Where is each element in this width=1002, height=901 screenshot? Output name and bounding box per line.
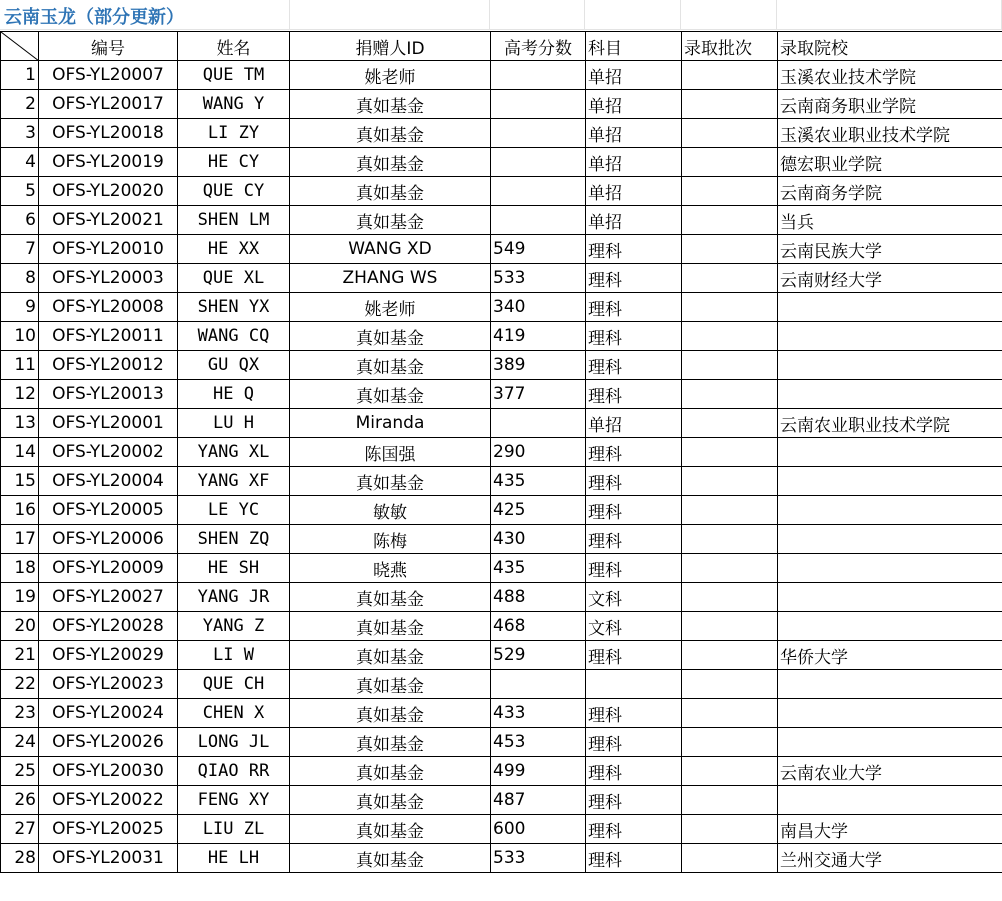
subject-cell[interactable]: 理科 bbox=[586, 641, 682, 670]
donor-cell[interactable]: 真如基金 bbox=[290, 177, 491, 206]
donor-cell[interactable]: 真如基金 bbox=[290, 641, 491, 670]
school-cell[interactable]: 云南商务职业学院 bbox=[778, 90, 1002, 119]
name-cell[interactable]: HE XX bbox=[178, 235, 290, 264]
school-cell[interactable] bbox=[778, 322, 1002, 351]
table-row bbox=[1, 815, 1002, 844]
score-cell[interactable] bbox=[491, 206, 586, 235]
donor-cell[interactable]: 真如基金 bbox=[290, 815, 491, 844]
code-cell[interactable]: OFS-YL20005 bbox=[39, 496, 178, 525]
school-cell[interactable]: 当兵 bbox=[778, 206, 1002, 235]
school-cell[interactable]: 玉溪农业技术学院 bbox=[778, 61, 1002, 90]
school-cell[interactable] bbox=[778, 293, 1002, 322]
title-cell[interactable] bbox=[0, 0, 290, 30]
code-cell[interactable]: OFS-YL20029 bbox=[39, 641, 178, 670]
batch-cell[interactable] bbox=[682, 641, 778, 670]
name-cell[interactable]: QUE CH bbox=[178, 670, 290, 699]
score-cell[interactable]: 529 bbox=[491, 641, 586, 670]
donor-cell[interactable]: 真如基金 bbox=[290, 148, 491, 177]
school-cell[interactable]: 德宏职业学院 bbox=[778, 148, 1002, 177]
table-row bbox=[1, 641, 1002, 670]
subject-cell[interactable]: 单招 bbox=[586, 177, 682, 206]
batch-cell[interactable] bbox=[682, 496, 778, 525]
table-row bbox=[1, 467, 1002, 496]
subject-cell[interactable]: 理科 bbox=[586, 554, 682, 583]
donor-cell[interactable]: 真如基金 bbox=[290, 467, 491, 496]
score-cell[interactable]: 600 bbox=[491, 815, 586, 844]
header-name[interactable]: 姓名 bbox=[178, 32, 290, 61]
donor-cell[interactable]: 晓燕 bbox=[290, 554, 491, 583]
donor-cell[interactable]: 陈国强 bbox=[290, 438, 491, 467]
table-row bbox=[1, 438, 1002, 467]
code-cell[interactable]: OFS-YL20013 bbox=[39, 380, 178, 409]
row-index[interactable]: 5 bbox=[1, 177, 39, 206]
code-cell[interactable]: OFS-YL20001 bbox=[39, 409, 178, 438]
table-row bbox=[1, 699, 1002, 728]
donor-cell[interactable]: 真如基金 bbox=[290, 670, 491, 699]
score-cell[interactable]: 549 bbox=[491, 235, 586, 264]
table-row bbox=[1, 90, 1002, 119]
table-row bbox=[1, 409, 1002, 438]
school-cell[interactable]: 云南财经大学 bbox=[778, 264, 1002, 293]
batch-cell[interactable] bbox=[682, 409, 778, 438]
school-cell[interactable]: 华侨大学 bbox=[778, 641, 1002, 670]
donor-cell[interactable]: 真如基金 bbox=[290, 583, 491, 612]
code-cell[interactable]: OFS-YL20019 bbox=[39, 148, 178, 177]
subject-cell[interactable]: 单招 bbox=[586, 119, 682, 148]
score-cell[interactable] bbox=[491, 119, 586, 148]
score-cell[interactable]: 377 bbox=[491, 380, 586, 409]
title-row bbox=[0, 0, 1002, 31]
empty-cell[interactable] bbox=[585, 0, 681, 30]
subject-cell[interactable]: 理科 bbox=[586, 380, 682, 409]
code-cell[interactable]: OFS-YL20017 bbox=[39, 90, 178, 119]
score-cell[interactable]: 488 bbox=[491, 583, 586, 612]
code-cell[interactable]: OFS-YL20007 bbox=[39, 61, 178, 90]
subject-cell[interactable]: 理科 bbox=[586, 351, 682, 380]
score-cell[interactable] bbox=[491, 177, 586, 206]
name-cell[interactable]: LI ZY bbox=[178, 119, 290, 148]
score-cell[interactable] bbox=[491, 148, 586, 177]
donor-cell[interactable]: 真如基金 bbox=[290, 90, 491, 119]
name-cell[interactable]: HE Q bbox=[178, 380, 290, 409]
school-cell[interactable] bbox=[778, 554, 1002, 583]
name-cell[interactable]: LONG JL bbox=[178, 728, 290, 757]
batch-cell[interactable] bbox=[682, 148, 778, 177]
code-cell[interactable]: OFS-YL20003 bbox=[39, 264, 178, 293]
donor-cell[interactable]: 真如基金 bbox=[290, 322, 491, 351]
batch-cell[interactable] bbox=[682, 380, 778, 409]
row-index[interactable]: 8 bbox=[1, 264, 39, 293]
row-index[interactable]: 11 bbox=[1, 351, 39, 380]
name-cell[interactable]: YANG XL bbox=[178, 438, 290, 467]
batch-cell[interactable] bbox=[682, 322, 778, 351]
header-row bbox=[1, 32, 1002, 61]
school-cell[interactable] bbox=[778, 525, 1002, 554]
table-row bbox=[1, 148, 1002, 177]
row-index[interactable]: 12 bbox=[1, 380, 39, 409]
name-cell[interactable]: QUE CY bbox=[178, 177, 290, 206]
table-row bbox=[1, 351, 1002, 380]
name-cell[interactable]: YANG XF bbox=[178, 467, 290, 496]
donor-cell[interactable]: 真如基金 bbox=[290, 728, 491, 757]
donor-cell[interactable]: 姚老师 bbox=[290, 61, 491, 90]
code-cell[interactable]: OFS-YL20023 bbox=[39, 670, 178, 699]
row-index[interactable]: 6 bbox=[1, 206, 39, 235]
donor-cell[interactable]: 真如基金 bbox=[290, 699, 491, 728]
table-row bbox=[1, 583, 1002, 612]
name-cell[interactable]: HE CY bbox=[178, 148, 290, 177]
name-cell[interactable]: CHEN X bbox=[178, 699, 290, 728]
school-cell[interactable] bbox=[778, 496, 1002, 525]
row-index[interactable]: 2 bbox=[1, 90, 39, 119]
score-cell[interactable]: 435 bbox=[491, 554, 586, 583]
name-cell[interactable]: FENG XY bbox=[178, 786, 290, 815]
donor-cell[interactable]: 真如基金 bbox=[290, 119, 491, 148]
empty-cell[interactable] bbox=[777, 0, 1002, 30]
subject-cell[interactable]: 理科 bbox=[586, 467, 682, 496]
school-cell[interactable] bbox=[778, 786, 1002, 815]
code-cell[interactable]: OFS-YL20024 bbox=[39, 699, 178, 728]
donor-cell[interactable]: 真如基金 bbox=[290, 757, 491, 786]
table-row bbox=[1, 525, 1002, 554]
score-cell[interactable]: 425 bbox=[491, 496, 586, 525]
batch-cell[interactable] bbox=[682, 177, 778, 206]
name-cell[interactable]: QUE TM bbox=[178, 61, 290, 90]
score-cell[interactable]: 433 bbox=[491, 699, 586, 728]
row-index[interactable]: 22 bbox=[1, 670, 39, 699]
code-cell[interactable]: OFS-YL20026 bbox=[39, 728, 178, 757]
donor-cell[interactable]: 真如基金 bbox=[290, 206, 491, 235]
corner-cell[interactable] bbox=[1, 32, 39, 61]
name-cell[interactable]: SHEN LM bbox=[178, 206, 290, 235]
subject-cell[interactable]: 理科 bbox=[586, 235, 682, 264]
batch-cell[interactable] bbox=[682, 583, 778, 612]
name-cell[interactable]: YANG Z bbox=[178, 612, 290, 641]
subject-cell[interactable]: 理科 bbox=[586, 699, 682, 728]
header-code[interactable]: 编号 bbox=[39, 32, 178, 61]
school-cell[interactable]: 兰州交通大学 bbox=[778, 844, 1002, 873]
name-cell[interactable]: LIU ZL bbox=[178, 815, 290, 844]
empty-cell[interactable] bbox=[490, 0, 585, 30]
code-cell[interactable]: OFS-YL20002 bbox=[39, 438, 178, 467]
score-cell[interactable]: 430 bbox=[491, 525, 586, 554]
subject-cell[interactable]: 单招 bbox=[586, 206, 682, 235]
name-cell[interactable]: WANG CQ bbox=[178, 322, 290, 351]
score-cell[interactable]: 453 bbox=[491, 728, 586, 757]
donor-cell[interactable]: 真如基金 bbox=[290, 612, 491, 641]
row-index[interactable]: 24 bbox=[1, 728, 39, 757]
school-cell[interactable] bbox=[778, 467, 1002, 496]
batch-cell[interactable] bbox=[682, 119, 778, 148]
batch-cell[interactable] bbox=[682, 525, 778, 554]
table-row bbox=[1, 380, 1002, 409]
donor-cell[interactable]: 真如基金 bbox=[290, 351, 491, 380]
school-cell[interactable]: 玉溪农业职业技术学院 bbox=[778, 119, 1002, 148]
row-index[interactable]: 26 bbox=[1, 786, 39, 815]
name-cell[interactable]: WANG Y bbox=[178, 90, 290, 119]
score-cell[interactable]: 340 bbox=[491, 293, 586, 322]
table-row bbox=[1, 264, 1002, 293]
row-index[interactable]: 21 bbox=[1, 641, 39, 670]
donor-cell[interactable]: 真如基金 bbox=[290, 380, 491, 409]
batch-cell[interactable] bbox=[682, 786, 778, 815]
table-row bbox=[1, 322, 1002, 351]
code-cell[interactable]: OFS-YL20028 bbox=[39, 612, 178, 641]
score-cell[interactable]: 468 bbox=[491, 612, 586, 641]
subject-cell[interactable]: 单招 bbox=[586, 61, 682, 90]
table-row bbox=[1, 293, 1002, 322]
header-subject[interactable]: 科目 bbox=[586, 32, 682, 61]
table-row bbox=[1, 670, 1002, 699]
header-donor[interactable]: 捐赠人ID bbox=[290, 32, 491, 61]
name-cell[interactable]: YANG JR bbox=[178, 583, 290, 612]
empty-cell[interactable] bbox=[290, 0, 490, 30]
code-cell[interactable]: OFS-YL20008 bbox=[39, 293, 178, 322]
table-row bbox=[1, 206, 1002, 235]
score-cell[interactable]: 290 bbox=[491, 438, 586, 467]
donor-cell[interactable]: 敏敏 bbox=[290, 496, 491, 525]
subject-cell[interactable]: 理科 bbox=[586, 728, 682, 757]
name-cell[interactable]: GU QX bbox=[178, 351, 290, 380]
school-cell[interactable] bbox=[778, 380, 1002, 409]
student-table bbox=[0, 31, 1002, 873]
score-cell[interactable] bbox=[491, 61, 586, 90]
subject-cell[interactable] bbox=[586, 670, 682, 699]
name-cell[interactable]: QIAO RR bbox=[178, 757, 290, 786]
code-cell[interactable]: OFS-YL20030 bbox=[39, 757, 178, 786]
school-cell[interactable] bbox=[778, 670, 1002, 699]
score-cell[interactable]: 435 bbox=[491, 467, 586, 496]
score-cell[interactable] bbox=[491, 409, 586, 438]
table-row bbox=[1, 61, 1002, 90]
batch-cell[interactable] bbox=[682, 844, 778, 873]
name-cell[interactable]: LU H bbox=[178, 409, 290, 438]
batch-cell[interactable] bbox=[682, 351, 778, 380]
score-cell[interactable] bbox=[491, 90, 586, 119]
table-row bbox=[1, 554, 1002, 583]
row-index[interactable]: 23 bbox=[1, 699, 39, 728]
code-cell[interactable]: OFS-YL20020 bbox=[39, 177, 178, 206]
diagonal-line-icon bbox=[1, 32, 39, 61]
code-cell[interactable]: OFS-YL20012 bbox=[39, 351, 178, 380]
row-index[interactable]: 27 bbox=[1, 815, 39, 844]
code-cell[interactable]: OFS-YL20031 bbox=[39, 844, 178, 873]
row-index[interactable]: 1 bbox=[1, 61, 39, 90]
subject-cell[interactable]: 理科 bbox=[586, 757, 682, 786]
name-cell[interactable]: LI W bbox=[178, 641, 290, 670]
table-row bbox=[1, 235, 1002, 264]
batch-cell[interactable] bbox=[682, 815, 778, 844]
batch-cell[interactable] bbox=[682, 264, 778, 293]
code-cell[interactable]: OFS-YL20009 bbox=[39, 554, 178, 583]
donor-cell[interactable]: 真如基金 bbox=[290, 844, 491, 873]
subject-cell[interactable]: 理科 bbox=[586, 496, 682, 525]
table-row bbox=[1, 177, 1002, 206]
school-cell[interactable] bbox=[778, 699, 1002, 728]
donor-cell[interactable]: 姚老师 bbox=[290, 293, 491, 322]
subject-cell[interactable]: 单招 bbox=[586, 148, 682, 177]
batch-cell[interactable] bbox=[682, 670, 778, 699]
row-index[interactable]: 19 bbox=[1, 583, 39, 612]
code-cell[interactable]: OFS-YL20004 bbox=[39, 467, 178, 496]
row-index[interactable]: 9 bbox=[1, 293, 39, 322]
subject-cell[interactable]: 理科 bbox=[586, 844, 682, 873]
batch-cell[interactable] bbox=[682, 467, 778, 496]
table-row bbox=[1, 496, 1002, 525]
subject-cell[interactable]: 单招 bbox=[586, 409, 682, 438]
name-cell[interactable]: LE YC bbox=[178, 496, 290, 525]
score-cell[interactable]: 487 bbox=[491, 786, 586, 815]
row-index[interactable]: 18 bbox=[1, 554, 39, 583]
subject-cell[interactable]: 理科 bbox=[586, 293, 682, 322]
batch-cell[interactable] bbox=[682, 612, 778, 641]
school-cell[interactable]: 云南农业大学 bbox=[778, 757, 1002, 786]
subject-cell[interactable]: 理科 bbox=[586, 438, 682, 467]
batch-cell[interactable] bbox=[682, 438, 778, 467]
donor-cell[interactable]: ZHANG WS bbox=[290, 264, 491, 293]
batch-cell[interactable] bbox=[682, 61, 778, 90]
donor-cell[interactable]: WANG XD bbox=[290, 235, 491, 264]
score-cell[interactable]: 533 bbox=[491, 264, 586, 293]
table-row bbox=[1, 844, 1002, 873]
subject-cell[interactable]: 理科 bbox=[586, 264, 682, 293]
row-index[interactable]: 28 bbox=[1, 844, 39, 873]
table-row bbox=[1, 612, 1002, 641]
subject-cell[interactable]: 理科 bbox=[586, 815, 682, 844]
batch-cell[interactable] bbox=[682, 235, 778, 264]
donor-cell[interactable]: Miranda bbox=[290, 409, 491, 438]
sheet-title: 云南玉龙（部分更新） bbox=[4, 7, 184, 28]
row-index[interactable]: 16 bbox=[1, 496, 39, 525]
school-cell[interactable] bbox=[778, 612, 1002, 641]
school-cell[interactable]: 云南民族大学 bbox=[778, 235, 1002, 264]
header-score[interactable]: 高考分数 bbox=[491, 32, 586, 61]
name-cell[interactable]: QUE XL bbox=[178, 264, 290, 293]
row-index[interactable]: 13 bbox=[1, 409, 39, 438]
school-cell[interactable]: 云南农业职业技术学院 bbox=[778, 409, 1002, 438]
score-cell[interactable]: 533 bbox=[491, 844, 586, 873]
donor-cell[interactable]: 陈梅 bbox=[290, 525, 491, 554]
row-index[interactable]: 3 bbox=[1, 119, 39, 148]
batch-cell[interactable] bbox=[682, 206, 778, 235]
subject-cell[interactable]: 单招 bbox=[586, 90, 682, 119]
batch-cell[interactable] bbox=[682, 293, 778, 322]
school-cell[interactable]: 南昌大学 bbox=[778, 815, 1002, 844]
row-index[interactable]: 17 bbox=[1, 525, 39, 554]
name-cell[interactable]: HE LH bbox=[178, 844, 290, 873]
table-row bbox=[1, 119, 1002, 148]
name-cell[interactable]: SHEN YX bbox=[178, 293, 290, 322]
row-index[interactable]: 25 bbox=[1, 757, 39, 786]
score-cell[interactable]: 419 bbox=[491, 322, 586, 351]
subject-cell[interactable]: 理科 bbox=[586, 786, 682, 815]
header-batch[interactable]: 录取批次 bbox=[682, 32, 778, 61]
batch-cell[interactable] bbox=[682, 90, 778, 119]
code-cell[interactable]: OFS-YL20022 bbox=[39, 786, 178, 815]
score-cell[interactable]: 499 bbox=[491, 757, 586, 786]
batch-cell[interactable] bbox=[682, 554, 778, 583]
school-cell[interactable] bbox=[778, 438, 1002, 467]
table-row bbox=[1, 786, 1002, 815]
row-index[interactable]: 15 bbox=[1, 467, 39, 496]
score-cell[interactable] bbox=[491, 670, 586, 699]
school-cell[interactable] bbox=[778, 583, 1002, 612]
name-cell[interactable]: SHEN ZQ bbox=[178, 525, 290, 554]
empty-cell[interactable] bbox=[681, 0, 777, 30]
header-school[interactable]: 录取院校 bbox=[778, 32, 1002, 61]
code-cell[interactable]: OFS-YL20011 bbox=[39, 322, 178, 351]
subject-cell[interactable]: 理科 bbox=[586, 322, 682, 351]
school-cell[interactable] bbox=[778, 728, 1002, 757]
subject-cell[interactable]: 文科 bbox=[586, 583, 682, 612]
row-index[interactable]: 20 bbox=[1, 612, 39, 641]
name-cell[interactable]: HE SH bbox=[178, 554, 290, 583]
school-cell[interactable] bbox=[778, 351, 1002, 380]
row-index[interactable]: 10 bbox=[1, 322, 39, 351]
row-index[interactable]: 14 bbox=[1, 438, 39, 467]
score-cell[interactable]: 389 bbox=[491, 351, 586, 380]
school-cell[interactable]: 云南商务学院 bbox=[778, 177, 1002, 206]
code-cell[interactable]: OFS-YL20021 bbox=[39, 206, 178, 235]
table-row bbox=[1, 728, 1002, 757]
batch-cell[interactable] bbox=[682, 757, 778, 786]
subject-cell[interactable]: 文科 bbox=[586, 612, 682, 641]
code-cell[interactable]: OFS-YL20006 bbox=[39, 525, 178, 554]
code-cell[interactable]: OFS-YL20010 bbox=[39, 235, 178, 264]
row-index[interactable]: 4 bbox=[1, 148, 39, 177]
subject-cell[interactable]: 理科 bbox=[586, 525, 682, 554]
batch-cell[interactable] bbox=[682, 699, 778, 728]
code-cell[interactable]: OFS-YL20025 bbox=[39, 815, 178, 844]
code-cell[interactable]: OFS-YL20018 bbox=[39, 119, 178, 148]
donor-cell[interactable]: 真如基金 bbox=[290, 786, 491, 815]
code-cell[interactable]: OFS-YL20027 bbox=[39, 583, 178, 612]
batch-cell[interactable] bbox=[682, 728, 778, 757]
row-index[interactable]: 7 bbox=[1, 235, 39, 264]
table-row bbox=[1, 757, 1002, 786]
